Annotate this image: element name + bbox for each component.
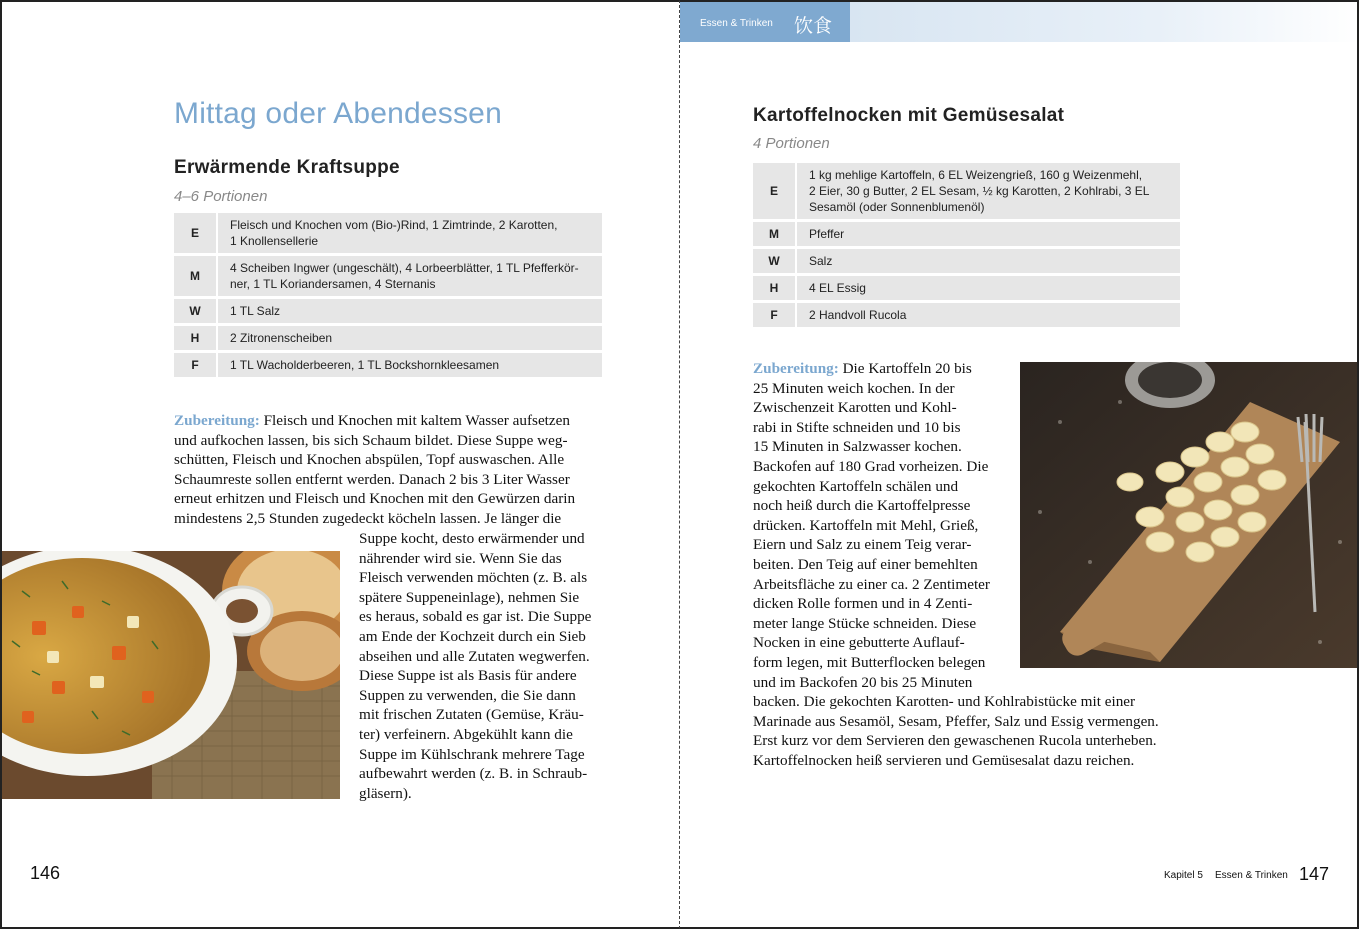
preparation-text-narrow: [359, 529, 591, 803]
prep-line: es heraus, sobald es gar ist. Die Suppe: [359, 608, 592, 626]
prep-line: schütten, Fleisch und Knochen abspülen, Topf auswaschen. Alle: [174, 451, 565, 469]
prep-line: backen. Die gekochten Karotten- und Kohlrabistücke mit einer: [753, 693, 1136, 710]
prep-line: Schaumreste sollen entfernt werden. Danach 2 bis 3 Liter Wasser: [174, 470, 570, 488]
left-page: [0, 0, 679, 929]
prep-line: Backofen auf 180 Grad vorheizen. Die: [753, 457, 989, 475]
ingredient-row: [753, 303, 1180, 327]
prep-line: meter lange Stücke schneiden. Diese: [753, 614, 977, 632]
prep-line: Marinade aus Sesamöl, Sesam, Pfeffer, Salz und Essig vermengen.: [753, 712, 1159, 730]
prep-line: mit frischen Zutaten (Gemüse, Kräu-: [359, 706, 584, 724]
prep-line: Zubereitung: Die Kartoffeln 20 bis: [753, 360, 972, 377]
element-key: E: [174, 213, 218, 253]
prep-line: Arbeitsfläche zu einer ca. 2 Zentimeter: [753, 575, 990, 593]
prep-line: und aufkochen lassen, bis sich Schaum bildet. Diese Suppe weg-: [174, 431, 568, 449]
gnocchi-on-wooden-board-photo: [1020, 362, 1358, 668]
ingredients-table: [174, 210, 602, 380]
prep-line: drücken. Kartoffeln mit Mehl, Grieß,: [753, 516, 979, 534]
ingredient-text: 1 TL Salz: [218, 299, 602, 323]
prep-line: Nocken in eine gebutterte Auflauf-: [753, 634, 965, 652]
ingredient-row: [174, 299, 602, 323]
prep-line: Suppe im Kühlschrank mehrere Tage: [359, 745, 585, 763]
prep-line: aufbewahrt werden (z. B. in Schraub-: [359, 765, 588, 783]
ingredient-row: [174, 213, 602, 253]
ingredient-row: [753, 163, 1180, 219]
preparation-text: [753, 692, 1159, 770]
portions: 4–6 Portionen: [174, 188, 268, 205]
ingredient-text: 4 Scheiben Ingwer (ungeschält), 4 Lorbeerblätter, 1 TL Pfefferkör- ner, 1 TL Koriandersamen, 4 Sternanis: [218, 256, 602, 296]
prep-line: Erst kurz vor dem Servieren den gewaschenen Rucola unterheben.: [753, 732, 1157, 750]
prep-line: rabi in Stifte schneiden und 10 bis: [753, 418, 961, 436]
prep-label: Zubereitung:: [174, 412, 260, 429]
soup-bowl-with-bread-photo: [2, 551, 340, 799]
ingredient-row: [174, 326, 602, 350]
prep-line: mindestens 2,5 Stunden zugedeckt köcheln lassen. Je länger die: [174, 509, 562, 527]
prep-line: spätere Suppeneinlage), nehmen Sie: [359, 588, 580, 606]
chapter-tab-label: Essen & Trinken: [700, 18, 773, 29]
prep-line: Suppe kocht, desto erwärmender und: [359, 530, 585, 547]
element-key: F: [174, 353, 218, 377]
prep-line: noch heiß durch die Kartoffelpresse: [753, 497, 971, 515]
ingredient-text: Salz: [797, 249, 1180, 273]
page-number: 147: [1299, 864, 1330, 884]
recipe-title: Erwärmende Kraftsuppe: [174, 157, 400, 178]
prep-line: Zwischenzeit Karotten und Kohl-: [753, 399, 957, 417]
right-page: [679, 0, 1359, 929]
prep-line: Diese Suppe ist als Basis für andere: [359, 667, 577, 685]
footer-section: Essen & Trinken: [1215, 870, 1288, 881]
page-number: 146: [30, 863, 61, 883]
prep-line: form legen, mit Butterflocken belegen: [753, 653, 986, 671]
ingredient-text: Pfeffer: [797, 222, 1180, 246]
prep-line: und im Backofen 20 bis 25 Minuten: [753, 673, 973, 691]
element-key: F: [753, 303, 797, 327]
element-key: H: [753, 276, 797, 300]
prep-line: Fleisch verwenden möchten (z. B. als: [359, 569, 588, 587]
ingredient-row: [753, 222, 1180, 246]
ingredient-row: [753, 249, 1180, 273]
prep-line: dicken Rolle formen und in 4 Zenti-: [753, 595, 973, 613]
footer-chapter: Kapitel 5: [1164, 870, 1203, 881]
element-key: E: [753, 163, 797, 219]
prep-line: 25 Minuten weich kochen. In der: [753, 379, 955, 397]
element-key: M: [174, 256, 218, 296]
ingredient-text: 4 EL Essig: [797, 276, 1180, 300]
prep-line: ter) verfeinern. Abgekühlt kann die: [359, 725, 573, 743]
ingredient-text: 2 Zitronenscheiben: [218, 326, 602, 350]
element-key: W: [174, 299, 218, 323]
element-key: W: [753, 249, 797, 273]
prep-line: Zubereitung: Fleisch und Knochen mit kaltem Wasser aufsetzen: [174, 412, 570, 429]
element-key: H: [174, 326, 218, 350]
prep-line: Eiern und Salz zu einem Teig verar-: [753, 536, 972, 554]
section-title: Mittag oder Abendessen: [174, 97, 502, 130]
element-key: M: [753, 222, 797, 246]
prep-line: gläsern).: [359, 784, 412, 802]
prep-line: 15 Minuten in Salzwasser kochen.: [753, 438, 962, 456]
prep-line: nährender wird sie. Wenn Sie das: [359, 549, 562, 567]
ingredient-row: [174, 256, 602, 296]
prep-line: gekochten Kartoffeln schälen und: [753, 477, 959, 495]
chapter-tab: [680, 2, 850, 42]
prep-label: Zubereitung:: [753, 360, 839, 377]
preparation-text-narrow: [753, 359, 990, 692]
ingredient-row: [174, 353, 602, 377]
prep-line: abseihen und alle Zutaten wegwerfen.: [359, 647, 590, 665]
ingredient-text: 1 TL Wacholderbeeren, 1 TL Bockshornkleesamen: [218, 353, 602, 377]
prep-line: Kartoffelnocken heiß servieren und Gemüsesalat dazu reichen.: [753, 751, 1135, 769]
ingredient-text: 2 Handvoll Rucola: [797, 303, 1180, 327]
portions: 4 Portionen: [753, 135, 830, 152]
chapter-tab-chinese: 饮食: [794, 15, 833, 37]
preparation-text: [174, 411, 575, 529]
prep-line: beiten. Den Teig auf einer bemehlten: [753, 555, 978, 573]
ingredients-table: [753, 160, 1180, 330]
prep-line: am Ende der Kochzeit durch ein Sieb: [359, 627, 586, 645]
ingredient-row: [753, 276, 1180, 300]
prep-line: Suppen zu verwenden, die Sie dann: [359, 686, 576, 704]
ingredient-text: Fleisch und Knochen vom (Bio-)Rind, 1 Zimtrinde, 2 Karotten, 1 Knollensellerie: [218, 213, 602, 253]
prep-line: erneut erhitzen und Fleisch und Knochen mit den Gewürzen darin: [174, 490, 576, 508]
ingredient-text: 1 kg mehlige Kartoffeln, 6 EL Weizengrieß, 160 g Weizenmehl, 2 Eier, 30 g Butter, 2 EL Sesam, ½ kg Karotten, 2 Kohlrabi, 3 EL Sesamöl (oder Sonnenblumenöl): [797, 163, 1180, 219]
recipe-title: Kartoffelnocken mit Gemüsesalat: [753, 105, 1065, 126]
